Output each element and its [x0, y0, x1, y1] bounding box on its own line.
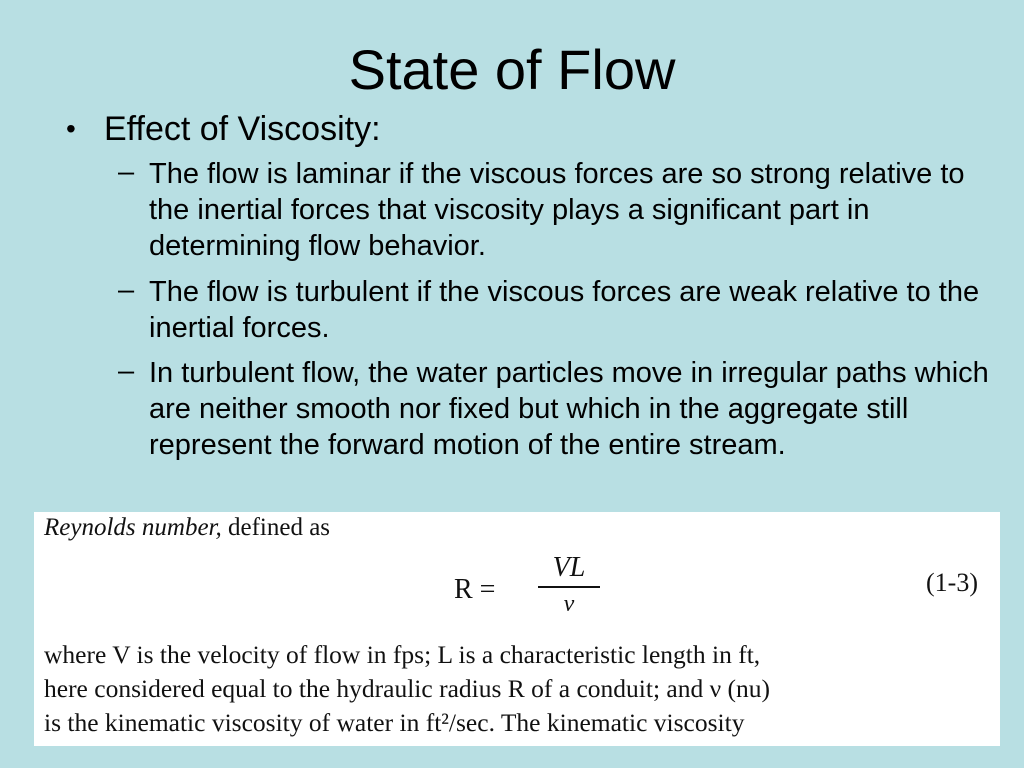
excerpt-line: here considered equal to the hydraulic radius R of a conduit; and ν (nu) [44, 674, 771, 703]
sub-bullet-text: The flow is turbulent if the viscous forces are weak relative to the inertial forces. [149, 276, 980, 344]
fraction-bar [538, 586, 600, 588]
slide-title: State of Flow [348, 38, 676, 101]
bullet-icon: • [66, 113, 76, 144]
equation-fraction [538, 552, 600, 618]
dash-icon: – [118, 156, 135, 188]
sub-bullet-text: In turbulent flow, the water particles move in irregular paths which are neither smooth nor fixed but which in the aggregate still represent the forward motion of the entire stream. [149, 357, 989, 461]
dash-icon: – [118, 355, 135, 387]
equation-denominator: ν [563, 591, 575, 617]
equation-lhs: R = [454, 574, 496, 605]
dash-icon: – [118, 274, 135, 306]
excerpt-line: is the kinematic viscosity of water in ft²/sec. The kinematic viscosity [44, 708, 745, 737]
equation-numerator: VL [552, 552, 586, 583]
textbook-excerpt-image [34, 512, 1000, 746]
excerpt-line: where V is the velocity of flow in fps; L is a characteristic length in ft, [44, 640, 761, 669]
excerpt-intro [44, 514, 330, 542]
bullet-text: Effect of Viscosity: [104, 110, 381, 148]
sub-bullet-text: The flow is laminar if the viscous forces are so strong relative to the inertial forces that viscosity plays a significant part in determining flow behavior. [149, 158, 965, 262]
equation-number: (1-3) [926, 568, 978, 597]
excerpt-paragraph [44, 638, 988, 740]
excerpt-intro-rest: defined as [221, 514, 331, 541]
excerpt-term: Reynolds number, [44, 514, 222, 541]
